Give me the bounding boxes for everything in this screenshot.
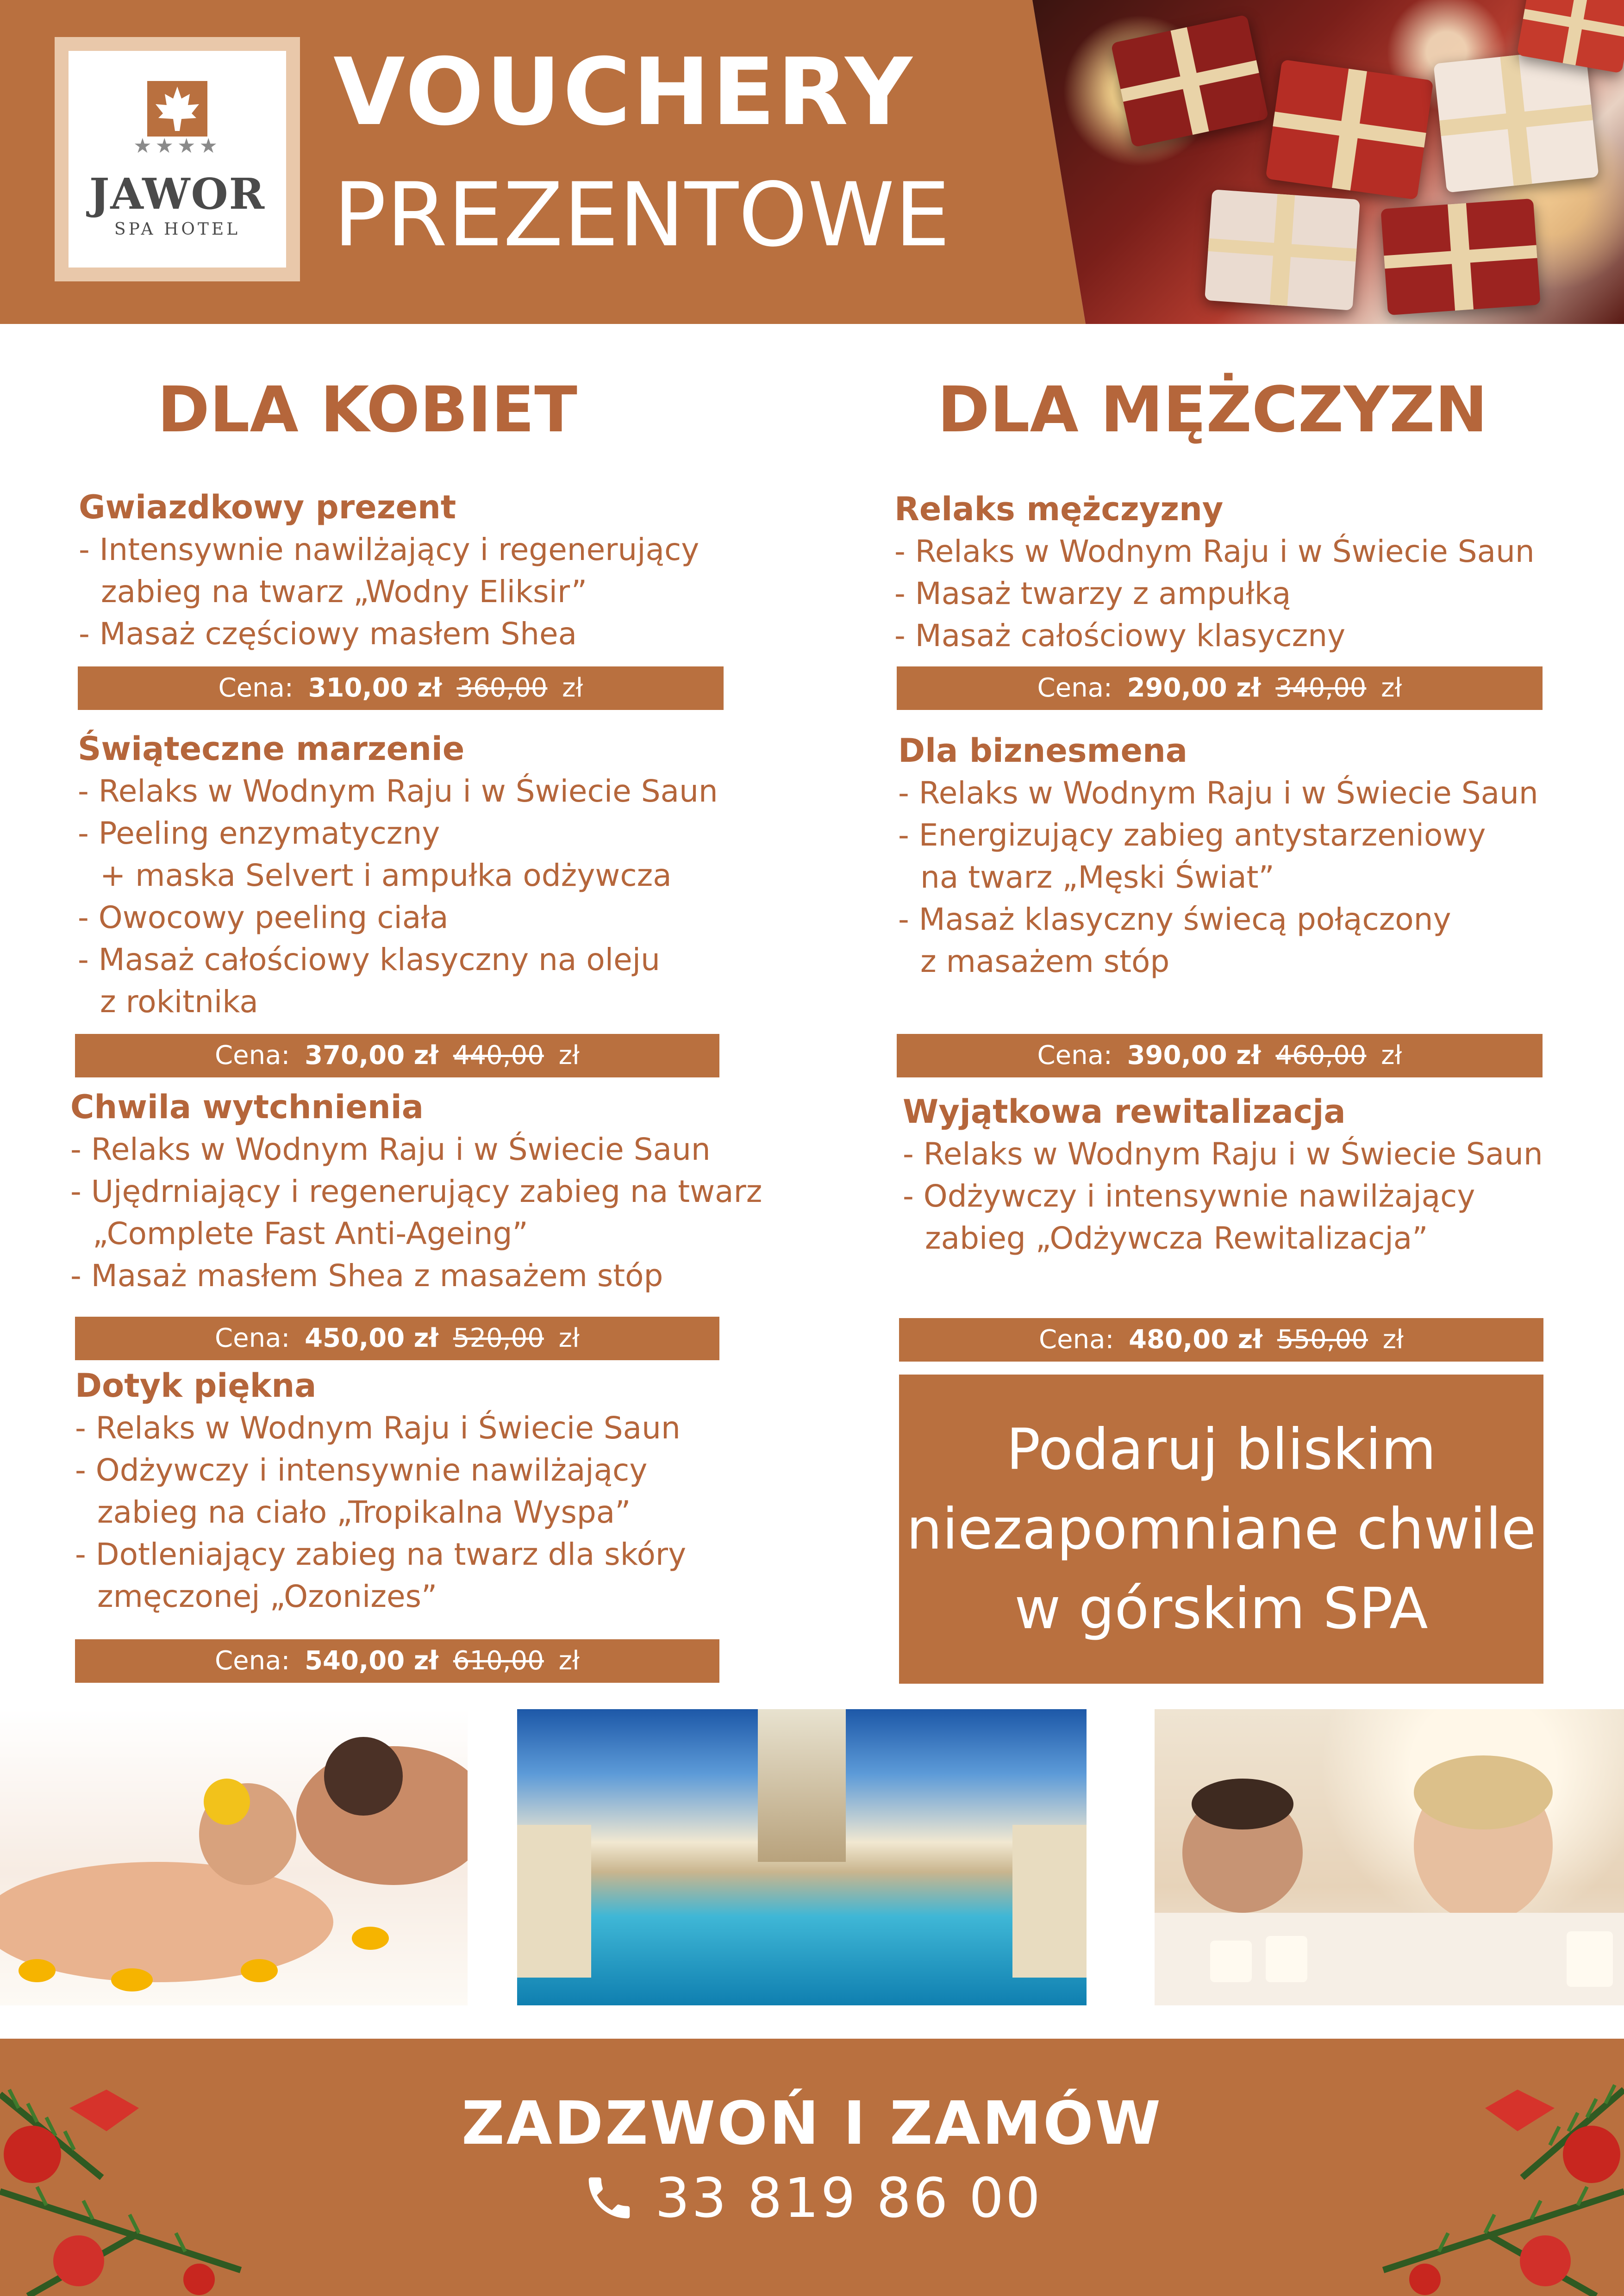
price-bar — [897, 666, 1543, 710]
offer-line: zabieg na twarz „Wodny Eliksir” — [101, 574, 587, 610]
offer-line: „Complete Fast Anti-Ageing” — [93, 1216, 528, 1251]
gift-box — [1111, 14, 1268, 147]
gift-boxes-photo — [1032, 0, 1624, 324]
phone-row — [0, 2166, 1624, 2230]
promo-box — [899, 1375, 1543, 1684]
logo-name: JAWOR — [89, 169, 266, 219]
price-bar — [75, 1034, 719, 1077]
petal — [352, 1927, 389, 1950]
price-value: 310,00 zł — [308, 673, 442, 703]
offer-line: - Odżywczy i intensywnie nawilżający — [75, 1452, 648, 1488]
pool-pillar — [517, 1825, 591, 1978]
offer-line: - Masaż masłem Shea z masażem stóp — [70, 1258, 663, 1294]
offer-line: - Relaks w Wodnym Raju i Świecie Saun — [75, 1410, 681, 1446]
woman-hair — [1414, 1755, 1553, 1829]
price-value: 370,00 zł — [305, 1040, 439, 1070]
offer-line: - Masaż klasyczny świecą połączony — [898, 902, 1451, 937]
price-currency: zł — [1382, 1325, 1404, 1355]
price-label: Cena: — [215, 1040, 290, 1070]
offer-line: na twarz „Męski Świat” — [920, 859, 1274, 895]
page-title-line2: PREZENTOWE — [333, 164, 950, 266]
petal — [241, 1959, 278, 1982]
price-value: 540,00 zł — [305, 1646, 439, 1676]
offer-title: Świąteczne marzenie — [78, 730, 465, 768]
offer-line: zabieg na ciało „Tropikalna Wyspa” — [97, 1494, 631, 1530]
offer-wyjatkowa-rewitalizacja — [903, 1090, 1543, 1259]
offer-line: - Relaks w Wodnym Raju i w Świecie Saun — [898, 775, 1538, 811]
couple-spa-photo — [1155, 1709, 1624, 2005]
flower — [204, 1779, 250, 1825]
petal — [19, 1959, 56, 1982]
offer-line: - Masaż twarzy z ampułką — [894, 576, 1291, 611]
gift-box — [1380, 199, 1540, 315]
gift-box — [1266, 59, 1434, 199]
gift-box — [1433, 48, 1599, 193]
offer-title: Dla biznesmena — [898, 732, 1188, 770]
old-price: 550,00 — [1277, 1325, 1368, 1355]
price-bar — [75, 1639, 719, 1683]
men-heading: DLA MĘŻCZYZN — [937, 373, 1488, 447]
offer-swiateczne-marzenie — [78, 728, 718, 1023]
pool-photo — [517, 1709, 1087, 2005]
candle — [1567, 1931, 1613, 1987]
price-value: 450,00 zł — [305, 1323, 439, 1353]
promo-line: w górskim SPA — [1014, 1576, 1428, 1642]
phone-number[interactable]: 33 819 86 00 — [655, 2166, 1043, 2230]
price-currency: zł — [562, 673, 583, 703]
offer-title: Gwiazdkowy prezent — [79, 488, 456, 526]
offer-chwila-wytchnienia — [70, 1086, 762, 1297]
price-currency: zł — [1381, 1040, 1402, 1070]
offer-dla-biznesmena — [898, 729, 1538, 983]
promo-line: niezapomniane chwile — [906, 1496, 1537, 1562]
offer-line: - Energizujący zabieg antystarzeniowy — [898, 817, 1486, 853]
christmas-branch-left — [0, 2039, 417, 2296]
offer-line: zabieg „Odżywcza Rewitalizacja” — [925, 1220, 1428, 1256]
offer-line: - Masaż częściowy masłem Shea — [79, 616, 577, 652]
price-bar — [75, 1317, 719, 1360]
women-heading: DLA KOBIET — [157, 373, 577, 447]
price-bar — [897, 1034, 1543, 1077]
price-currency: zł — [1381, 673, 1402, 703]
price-label: Cena: — [1039, 1325, 1114, 1355]
price-value: 390,00 zł — [1127, 1040, 1261, 1070]
price-currency: zł — [558, 1646, 580, 1676]
offer-dotyk-piekna — [75, 1364, 686, 1618]
candle — [1210, 1941, 1252, 1982]
price-value: 290,00 zł — [1127, 673, 1261, 703]
old-price: 440,00 — [453, 1040, 544, 1070]
old-price: 610,00 — [453, 1646, 544, 1676]
price-label: Cena: — [218, 673, 294, 703]
offer-line: - Relaks w Wodnym Raju i w Świecie Saun — [78, 773, 718, 809]
price-label: Cena: — [1037, 673, 1112, 703]
offer-line: - Dotleniający zabieg na twarz dla skóry — [75, 1537, 687, 1572]
offer-title: Dotyk piękna — [75, 1367, 317, 1405]
old-price: 460,00 — [1275, 1040, 1367, 1070]
offer-line: zmęczonej „Ozonizes” — [97, 1579, 437, 1614]
offer-line: - Ujędrniający i regenerujący zabieg na twarz — [70, 1174, 762, 1209]
pool-pillar — [1012, 1825, 1087, 1978]
old-price: 520,00 — [453, 1323, 544, 1353]
christmas-branch-right — [1207, 2039, 1624, 2296]
logo-stars: ★★★★ — [133, 134, 221, 158]
petal — [111, 1968, 153, 1991]
offer-line: - Intensywnie nawilżający i regenerujący — [79, 532, 700, 567]
price-bar — [899, 1318, 1543, 1362]
offer-line: - Masaż całościowy klasyczny — [894, 618, 1346, 653]
candle — [1266, 1936, 1307, 1982]
offer-title: Relaks mężczyzny — [894, 490, 1224, 528]
offer-line: z masażem stóp — [920, 944, 1170, 979]
price-value: 480,00 zł — [1129, 1325, 1263, 1355]
gift-box — [1205, 189, 1360, 311]
offer-relaks-mezczyzny — [894, 488, 1535, 657]
offer-line: + maska Selvert i ampułka odżywcza — [100, 858, 672, 893]
man-hair — [1192, 1779, 1293, 1829]
offer-gwiazdkowy-prezent — [79, 486, 699, 655]
price-bar — [78, 666, 724, 710]
promo-line: Podaruj bliskim — [1006, 1417, 1437, 1482]
logo-subtitle: SPA HOTEL — [114, 220, 241, 239]
offer-line: - Odżywczy i intensywnie nawilżający — [903, 1178, 1475, 1214]
call-to-action: ZADZWOŃ I ZAMÓW — [461, 2089, 1163, 2158]
offer-line: z rokitnika — [100, 984, 258, 1020]
old-price: 360,00 — [456, 673, 548, 703]
price-label: Cena: — [215, 1323, 290, 1353]
offer-line: - Owocowy peeling ciała — [78, 900, 449, 935]
phone-icon — [582, 2171, 637, 2225]
maple-leaf-icon — [147, 81, 207, 137]
offer-line: - Relaks w Wodnym Raju i w Świecie Saun — [903, 1136, 1543, 1172]
offer-title: Wyjątkowa rewitalizacja — [903, 1093, 1346, 1131]
old-price: 340,00 — [1275, 673, 1367, 703]
price-currency: zł — [558, 1040, 580, 1070]
offer-line: - Peeling enzymatyczny — [78, 815, 440, 851]
page-title-line1: VOUCHERY — [333, 38, 914, 146]
offer-line: - Relaks w Wodnym Raju i w Świecie Saun — [894, 534, 1535, 569]
offer-line: - Relaks w Wodnym Raju i w Świecie Saun — [70, 1132, 711, 1167]
offer-line: - Masaż całościowy klasyczny na oleju — [78, 942, 660, 977]
pool-ceiling-beam — [758, 1709, 846, 1862]
price-label: Cena: — [1037, 1040, 1112, 1070]
man-hair — [324, 1737, 403, 1816]
price-currency: zł — [558, 1323, 580, 1353]
price-label: Cena: — [215, 1646, 290, 1676]
massage-photo — [0, 1709, 468, 2005]
offer-title: Chwila wytchnienia — [70, 1088, 424, 1126]
